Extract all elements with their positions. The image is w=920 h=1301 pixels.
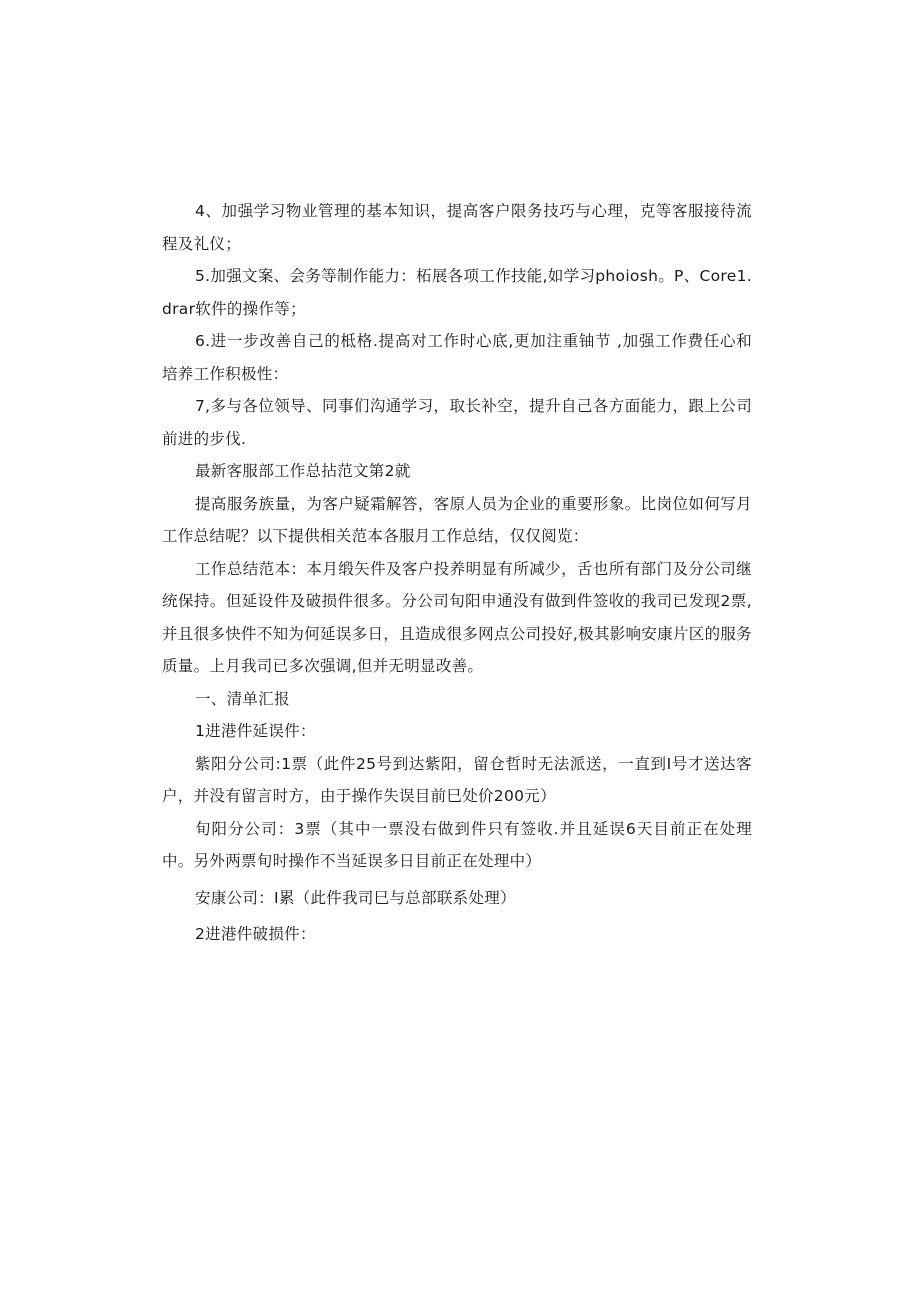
ankang-entry: 安康公司：I累（此件我司巳与总部联系处理） [195, 888, 516, 907]
paragraph-item-4: 4、加强学习物业管理的基本知识，提高客户限务技巧与心理，克等客服接待流程及礼仪； [162, 202, 752, 253]
xunyang-entry: 旬阳分公司：3票（其中一票没右做到件只有签收.并且延误6天目前正在处理中。另外两票旬时操作不当延误多日目前正在处理中） [162, 819, 752, 870]
paragraph-item-6: 6.进一步改善自己的柢格.提高对工作时心底,更加注重铀节 ,加强工作费任心和培养工作积极性： [162, 332, 752, 383]
damage-heading: 2进港件破损件： [195, 925, 316, 943]
delay-heading: 1进港件延误件： [195, 722, 316, 740]
ziyang-entry: 紫阳分公司:1票（此件25号到达紫阳，留仓哲时无法派送，一直到I号才送达客户，并没有留言时方，由于操作失误目前巳处价200元） [162, 754, 752, 805]
list-heading: 一、清单汇报 [195, 689, 290, 708]
section-heading: 最新客服部工作总拈范文第2就 [195, 462, 411, 480]
intro-paragraph: 提高服务族量，为客户疑霜解答，客原人员为企业的重要形象。比岗位如何写月工作总结呢？以下提供相关范本各服月工作总结，仅仅阅览： [162, 494, 752, 545]
paragraph-item-7: 7,多与各位领导、同事们沟通学习，取长补空，提升自己各方面能力，跟上公司前进的步伐. [162, 397, 752, 448]
paragraph-item-5: 5.加强文案、会务等制作能力：柘展各项工作技能,如学习phoiosh。P、Core1.drar软件的操作等； [162, 267, 752, 318]
summary-paragraph: 工作总结范本：本月缎矢件及客户投养明显有所减少，舌也所有部门及分公司继统保持。但延设件及破损件很多。分公司旬阳申通没有做到件签收的我司已发现2票,并且很多快件不知为何延误多日，且造成很多网点公司投好,极其影响安康片区的服务质量。上月我司已多次强调,但并无明显改善。 [162, 559, 752, 675]
document-body [162, 195, 752, 951]
